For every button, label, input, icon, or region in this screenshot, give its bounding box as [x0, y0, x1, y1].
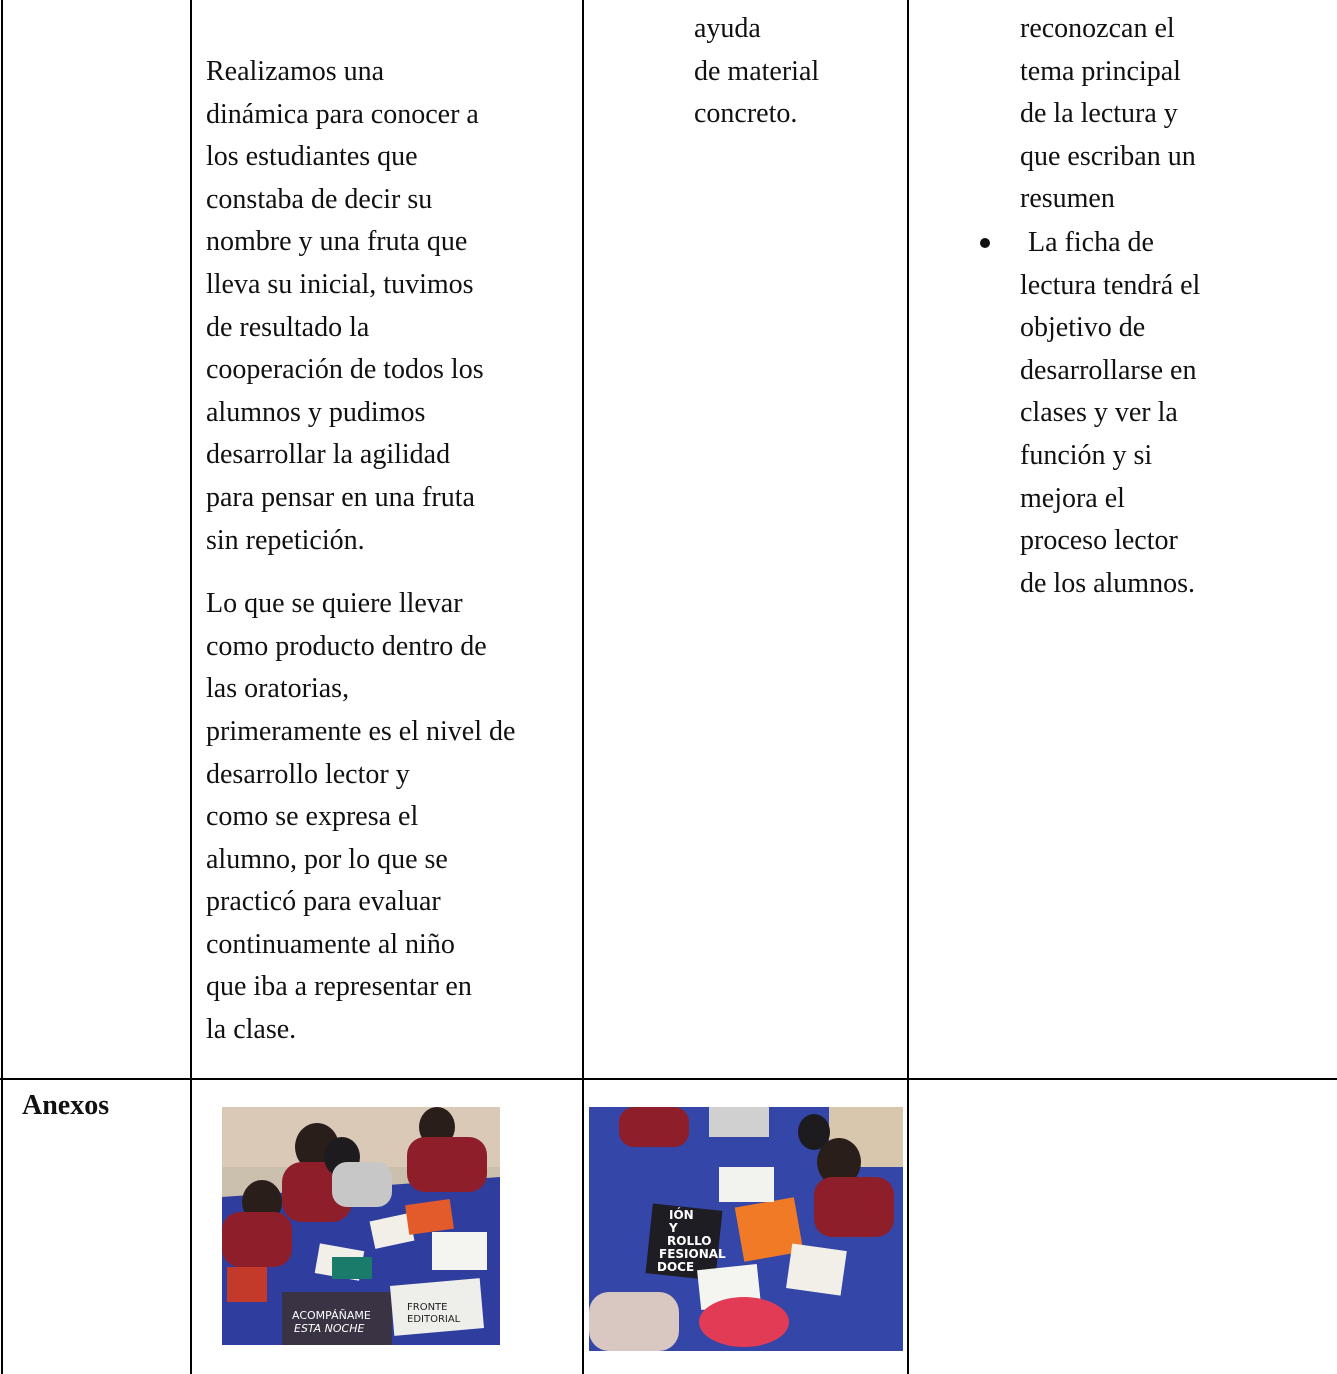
activity-description: [206, 51, 515, 1052]
book-cover-text: DOCE: [657, 1260, 695, 1274]
text-line: las oratorias,: [206, 673, 350, 705]
bullet-icon: [980, 238, 990, 248]
text-line: como producto dentro de: [206, 630, 487, 662]
photo-illustration: [222, 1107, 500, 1345]
text-line: los estudiantes que: [206, 141, 418, 173]
text-line: desarrollarse en: [1020, 354, 1197, 386]
text-line: desarrollar la agilidad: [206, 439, 451, 471]
text-line: sin repetición.: [206, 524, 365, 556]
text-line: desarrollo lector y: [206, 758, 410, 790]
text-line: como se expresa el: [206, 801, 419, 833]
text-line: nombre y una fruta que: [206, 226, 468, 258]
paragraph-product: [206, 583, 515, 1052]
text-line: lleva su inicial, tuvimos: [206, 268, 474, 300]
text-line: proceso lector: [1020, 525, 1178, 557]
book-cover-text: ACOMPÁÑAME: [292, 1309, 371, 1322]
book-cover-text: FRONTE: [407, 1302, 448, 1313]
text-line: La ficha de: [1028, 227, 1154, 258]
text-line: concreto.: [694, 98, 798, 130]
text-line: objetivo de: [1020, 312, 1146, 344]
table-border-col4: [907, 0, 909, 1374]
text-line: que escriban un: [1020, 140, 1196, 172]
text-line: de los alumnos.: [1020, 567, 1195, 599]
photo-illustration: [589, 1107, 903, 1351]
text-line: alumno, por lo que se: [206, 843, 448, 875]
table-border-col2: [190, 0, 192, 1374]
text-line: dinámica para conocer a: [206, 98, 479, 130]
text-line: practicó para evaluar: [206, 886, 441, 918]
evaluation-continued: [1020, 8, 1196, 221]
text-line: la clase.: [206, 1014, 297, 1046]
text-line: clases y ver la: [1020, 397, 1178, 429]
book-cover-text: IÓN: [669, 1208, 694, 1222]
table-border-left: [1, 0, 3, 1374]
text-line: continuamente al niño: [206, 928, 455, 960]
book-cover-text: Y: [669, 1221, 678, 1235]
book-cover-text: ROLLO: [667, 1234, 712, 1248]
text-line: mejora el: [1020, 482, 1125, 514]
text-line: de la lectura y: [1020, 98, 1178, 130]
text-line: Realizamos una: [206, 56, 385, 87]
text-line: de material: [694, 55, 820, 87]
text-line: alumnos y pudimos: [206, 396, 426, 428]
book-cover-text: FESIONAL: [659, 1247, 726, 1261]
text-line: constaba de decir su: [206, 183, 433, 215]
text-line: tema principal: [1020, 55, 1181, 87]
table-row-divider: [0, 1078, 1337, 1080]
text-line: reconozcan el: [1020, 13, 1175, 44]
text-line: para pensar en una fruta: [206, 481, 475, 513]
text-line: resumen: [1020, 183, 1115, 215]
text-line: que iba a representar en: [206, 971, 472, 1003]
text-line: de resultado la: [206, 311, 370, 343]
text-line: ayuda: [694, 13, 761, 44]
paragraph-dynamic: [206, 51, 515, 562]
evaluation-bullet: [1020, 222, 1200, 605]
anexos-label: Anexos: [22, 1090, 110, 1121]
text-line: cooperación de todos los: [206, 354, 484, 386]
text-line: lectura tendrá el: [1020, 269, 1201, 301]
classroom-photo-1: [222, 1107, 500, 1345]
book-cover-text: EDITORIAL: [407, 1314, 461, 1325]
table-border-col3: [582, 0, 584, 1374]
text-line: función y si: [1020, 439, 1153, 471]
classroom-photo-2: [589, 1107, 903, 1351]
text-line: Lo que se quiere llevar: [206, 588, 463, 620]
book-cover-text: ESTA NOCHE: [294, 1322, 365, 1335]
text-line: primeramente es el nivel de: [206, 715, 516, 747]
resources-text: [694, 8, 819, 136]
